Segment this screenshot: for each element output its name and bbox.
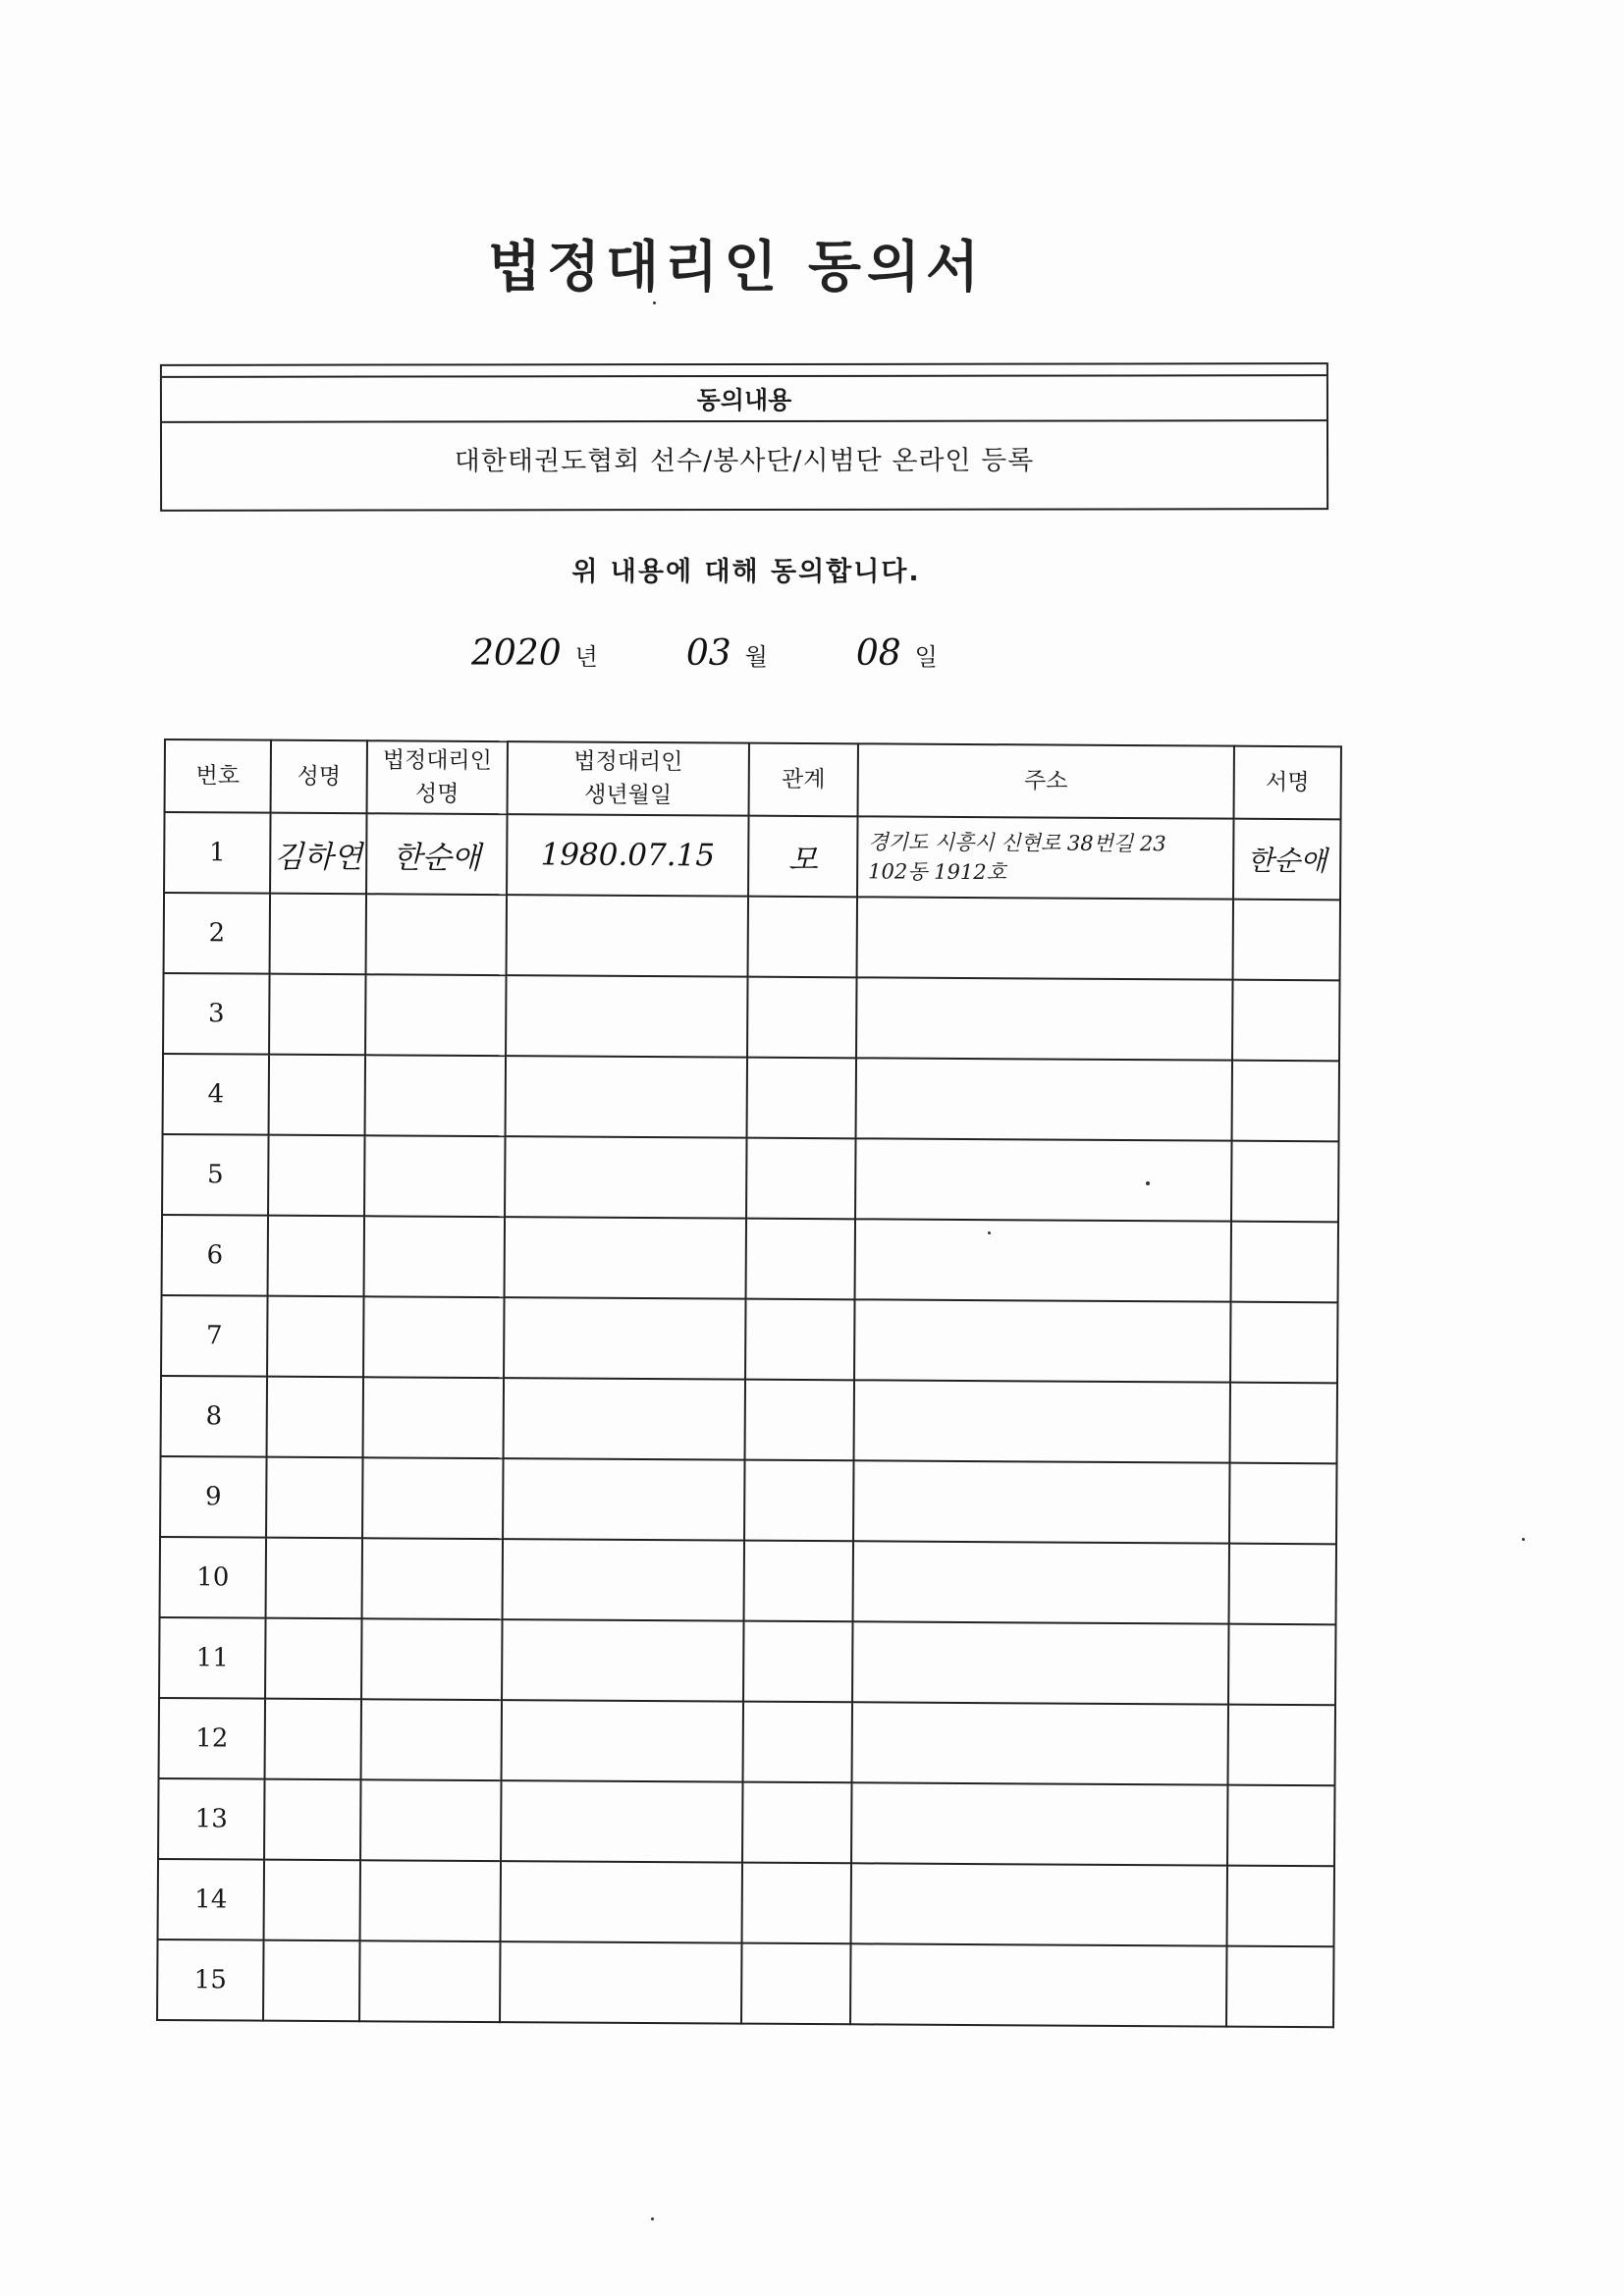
cell-guardian-name: [366, 894, 507, 975]
cell-guardian-birth: [506, 975, 747, 1058]
cell-signature: [1232, 1061, 1339, 1142]
cell-address: [853, 1541, 1229, 1623]
cell-no: 5: [162, 1134, 268, 1216]
cell-name: [267, 1296, 363, 1378]
table-row: [162, 1215, 1338, 1302]
table-row: [164, 812, 1340, 900]
cell-address: [853, 1460, 1229, 1543]
table-row: [163, 1054, 1339, 1141]
cell-guardian-name: [363, 1377, 504, 1458]
table-body: [157, 812, 1340, 2027]
header-guardian-birth-line2: 생년월일: [584, 782, 673, 809]
consent-box: [160, 362, 1328, 512]
cell-guardian-birth: [500, 1941, 741, 2024]
cell-guardian-name: 한순애: [366, 813, 507, 895]
cell-signature: [1230, 1383, 1337, 1464]
cell-relation: [745, 1380, 854, 1461]
table-row: [163, 973, 1339, 1061]
cell-guardian-name: [362, 1538, 503, 1619]
date-day: 08: [855, 633, 901, 674]
cell-address: [850, 1943, 1226, 2026]
cell-no: 8: [161, 1376, 267, 1457]
cell-guardian-birth: [504, 1378, 745, 1460]
cell-guardian-birth: [502, 1700, 743, 1782]
cell-address: [855, 1219, 1231, 1301]
cell-name: [266, 1538, 362, 1619]
cell-guardian-birth: [505, 1136, 746, 1219]
cell-address: [854, 1299, 1230, 1382]
header-guardian-name: [367, 740, 508, 814]
cell-guardian-name: [364, 1216, 505, 1297]
cell-relation: [748, 897, 857, 978]
table-row: [160, 1537, 1336, 1624]
date-year: 2020: [471, 633, 562, 674]
cell-signature: [1227, 1866, 1334, 1947]
cell-name: [265, 1618, 361, 1700]
cell-relation: [742, 1782, 851, 1864]
cell-no: 14: [158, 1859, 264, 1941]
cell-guardian-birth: [506, 1056, 747, 1138]
cell-guardian-birth: [502, 1619, 743, 1702]
cell-signature: [1230, 1302, 1337, 1384]
scan-speck: [1146, 1181, 1150, 1185]
cell-address: [852, 1621, 1228, 1704]
cell-no: 2: [164, 893, 270, 974]
date-month-label: 월: [744, 643, 768, 671]
cell-address: [851, 1782, 1227, 1865]
cell-relation: [743, 1621, 852, 1703]
cell-address: [856, 1058, 1232, 1140]
header-signature: 서명: [1234, 746, 1341, 820]
agree-statement: 위 내용에 대해 동의합니다.: [571, 557, 921, 587]
cell-address: [857, 897, 1233, 979]
cell-no: 6: [162, 1215, 268, 1296]
cell-relation: [741, 1943, 850, 2025]
cell-guardian-birth: [504, 1297, 745, 1380]
cell-signature: [1226, 1946, 1333, 2028]
cell-relation: [744, 1541, 853, 1622]
cell-no: 1: [164, 812, 270, 894]
cell-signature: [1231, 1141, 1338, 1223]
cell-name: [264, 1779, 360, 1861]
cell-name: 김하연: [270, 813, 366, 895]
header-guardian-name-line1: 법정대리인: [382, 747, 492, 775]
cell-guardian-birth: [507, 895, 748, 977]
cell-relation: [747, 977, 856, 1059]
table-row: [158, 1778, 1334, 1866]
cell-signature: [1229, 1544, 1336, 1625]
cell-signature: [1229, 1463, 1336, 1545]
date-day-label: 일: [914, 643, 938, 671]
cell-guardian-birth: [501, 1780, 742, 1863]
cell-address: [856, 977, 1232, 1060]
cell-signature: [1232, 980, 1339, 1062]
header-guardian-name-line2: 성명: [414, 781, 460, 807]
cell-relation: [746, 1219, 855, 1300]
cell-guardian-name: [365, 974, 506, 1056]
cell-signature: [1231, 1222, 1338, 1303]
cell-address: [852, 1702, 1228, 1784]
cell-no: 9: [160, 1456, 266, 1538]
cell-address-line2: 102동 1912호: [868, 859, 1007, 885]
cell-guardian-name: [362, 1457, 503, 1539]
cell-address: [855, 1138, 1231, 1221]
cell-address-line1: 경기도 시흥시 신현로 38번길 23: [868, 830, 1166, 856]
table-row: [158, 1859, 1334, 1946]
table-row: [159, 1617, 1335, 1705]
cell-name: [266, 1457, 362, 1539]
consent-header: 동의내용: [162, 374, 1326, 423]
cell-name: [269, 974, 365, 1056]
cell-relation: [745, 1299, 854, 1381]
cell-guardian-name: [360, 1860, 501, 1941]
cell-no: 3: [163, 973, 269, 1055]
table-row: [162, 1134, 1338, 1222]
cell-no: 4: [163, 1054, 269, 1135]
cell-name: [268, 1216, 364, 1297]
table-row: [159, 1698, 1335, 1785]
header-no: 번호: [165, 739, 271, 813]
cell-no: 11: [159, 1617, 265, 1699]
cell-guardian-birth: [503, 1539, 744, 1621]
cell-name: [270, 894, 366, 975]
table-header-row: [165, 739, 1341, 819]
date-month: 03: [685, 633, 731, 674]
cell-relation: 모: [748, 816, 857, 898]
guardian-table: [156, 738, 1342, 2028]
cell-name: [267, 1377, 363, 1458]
scan-speck: [653, 301, 656, 304]
cell-guardian-name: [360, 1779, 501, 1861]
page-title: 법정대리인 동의서: [487, 236, 986, 300]
cell-no: 15: [157, 1940, 263, 2021]
scan-speck: [651, 2217, 654, 2220]
cell-guardian-name: [359, 1941, 500, 2022]
table-row: [157, 1940, 1333, 2027]
cell-guardian-birth: [503, 1458, 744, 1541]
cell-address: [857, 816, 1233, 899]
table-row: [161, 1295, 1337, 1383]
cell-name: [263, 1941, 359, 2022]
cell-name: [265, 1699, 361, 1780]
cell-guardian-birth: [501, 1861, 742, 1943]
cell-no: 7: [161, 1295, 267, 1377]
cell-relation: [747, 1058, 856, 1139]
cell-relation: [742, 1863, 851, 1944]
cell-no: 13: [158, 1778, 264, 1860]
scan-speck: [1522, 1538, 1525, 1541]
consent-body: 대한태권도협회 선수/봉사단/시범단 온라인 등록: [454, 445, 1035, 477]
header-address: 주소: [858, 743, 1234, 818]
cell-signature: 한순애: [1233, 819, 1340, 901]
cell-guardian-name: [361, 1618, 502, 1700]
cell-guardian-birth: [505, 1217, 746, 1299]
cell-signature: [1233, 900, 1340, 981]
header-name: 성명: [271, 740, 367, 814]
cell-signature: [1228, 1705, 1335, 1786]
date-line: [471, 633, 957, 674]
cell-name: [269, 1055, 365, 1136]
scan-speck: [988, 1231, 991, 1234]
cell-guardian-name: [361, 1699, 502, 1780]
cell-guardian-name: [365, 1055, 506, 1136]
cell-no: 10: [160, 1537, 266, 1618]
cell-guardian-birth: 1980.07.15: [507, 814, 748, 897]
table-row: [161, 1376, 1337, 1463]
cell-relation: [743, 1702, 852, 1783]
cell-guardian-name: [364, 1135, 505, 1217]
cell-no: 12: [159, 1698, 265, 1779]
cell-name: [268, 1135, 364, 1217]
table-row: [164, 893, 1340, 980]
cell-address: [851, 1863, 1227, 1945]
cell-relation: [744, 1460, 853, 1542]
cell-guardian-name: [363, 1296, 504, 1378]
header-guardian-birth-line1: 법정대리인: [573, 748, 683, 776]
cell-name: [264, 1860, 360, 1941]
cell-signature: [1228, 1624, 1335, 1706]
header-guardian-birth: [508, 741, 749, 816]
date-year-label: 년: [574, 643, 598, 671]
cell-signature: [1227, 1785, 1334, 1867]
cell-address: [854, 1380, 1230, 1462]
cell-relation: [746, 1138, 855, 1220]
header-relation: 관계: [749, 743, 858, 817]
table-row: [160, 1456, 1336, 1544]
